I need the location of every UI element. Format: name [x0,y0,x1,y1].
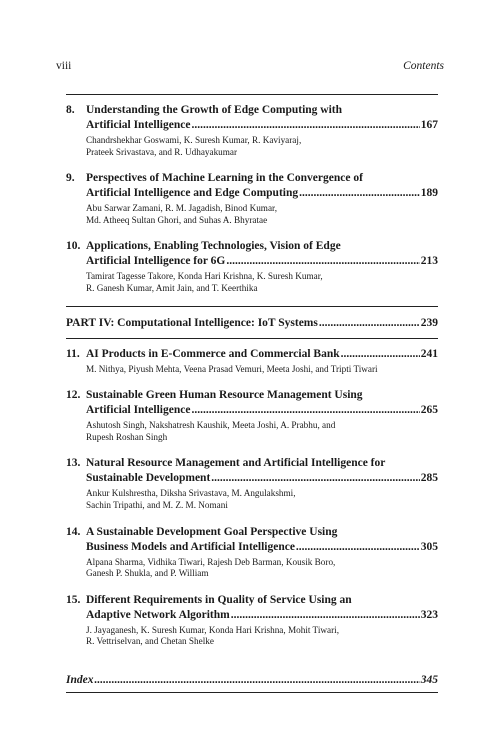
dot-leader [299,186,420,201]
toc-entry-part-4[interactable] [66,307,438,338]
dot-leader [231,608,420,623]
dot-leader [94,673,419,688]
toc-entry-chapter-14[interactable] [66,517,438,585]
dot-leader [191,118,419,133]
chapter-title-line1: Sustainable Green Human Resource Management Using [86,389,363,402]
chapter-page: 305 [420,540,438,553]
chapter-page: 241 [420,347,438,360]
toc-entry-chapter-9[interactable] [66,163,438,231]
chapter-number: 9. [66,172,75,185]
author-line: Chandrshekhar Goswami, K. Suresh Kumar, R. Kaviyaraj, [86,135,302,145]
chapter-title-line1: Perspectives of Machine Learning in the Convergence of [86,172,363,185]
chapter-page: 265 [420,404,438,417]
chapter-title-line2: Artificial Intelligence [86,119,191,131]
chapter-number: 15. [66,593,81,606]
chapter-page: 285 [420,472,438,485]
dot-leader [296,540,420,555]
chapter-title-line2: Artificial Intelligence and Edge Computing [86,187,299,200]
toc-entry-chapter-13[interactable] [66,448,438,516]
author-line: Abu Sarwar Zamani, R. M. Jagadish, Binod Kumar, [86,203,278,214]
author-line: Ganesh P. Shukla, and P. William [86,568,209,579]
chapter-title-line2: Sustainable Development [86,472,211,485]
chapter-title-line2: Business Models and Artificial Intelligence [86,540,295,553]
chapter-title-leader [86,540,438,555]
dot-leader [341,347,420,362]
chapter-page: 323 [420,608,438,621]
author-line: M. Nithya, Piyush Mehta, Veena Prasad Vemuri, Meeta Joshi, and Tripti Tiwari [86,363,378,374]
chapter-title-line1: A Sustainable Development Goal Perspective Using [86,525,338,538]
index-page: 345 [420,673,438,686]
author-line: Tamirat Tagesse Takore, Konda Hari Krishna, K. Suresh Kumar, [86,271,323,282]
author-line: Prateek Srivastava, and R. Udhayakumar [86,146,238,157]
chapter-title-line1: Natural Resource Management and Artificial Intelligence for [86,457,386,470]
author-line: Ashutosh Singh, Nakshatresh Kaushik, Meeta Joshi, A. Prabhu, and [86,420,336,431]
author-line: Sachin Tripathi, and M. Z. M. Nomani [86,499,228,510]
chapter-title-line2: Artificial Intelligence for 6G [86,255,226,268]
chapter-authors [86,557,438,580]
index-title: Index [66,673,94,686]
part-title: PART IV: Computational Intelligence: IoT Systems [66,316,318,329]
chapter-title-line1: Different Requirements in Quality of Service Using an [86,593,352,606]
dot-leader [319,316,420,331]
chapter-authors [86,364,438,376]
dot-leader [226,254,419,269]
author-line: Md. Atheeq Sultan Ghori, and Suhas A. Bhyratae [86,214,268,225]
chapter-title: AI Products in E-Commerce and Commercial Bank [86,347,340,360]
chapter-authors [86,420,438,443]
running-title: Contents [403,60,444,72]
chapter-number: 14. [66,525,81,538]
chapter-title-leader [86,347,438,362]
toc-entry-chapter-15[interactable] [66,585,438,653]
author-line: Rupesh Roshan Singh [86,431,168,442]
chapter-page: 167 [420,119,438,131]
index-leader [66,673,438,688]
author-line: R. Ganesh Kumar, Amit Jain, and T. Keerthika [86,282,258,293]
running-header [56,60,444,76]
chapter-number: 8. [66,104,75,116]
author-line: R. Vettriselvan, and Chetan Shelke [86,636,214,647]
chapter-title-line1: Understanding the Growth of Edge Computing with [86,104,343,116]
part-leader [66,316,438,331]
author-line: Ankur Kulshrestha, Diksha Srivastava, M. Angulakshmi, [86,488,296,499]
chapter-title-leader [86,403,438,418]
toc-entry-chapter-10[interactable] [66,231,438,299]
chapter-authors [86,203,438,226]
chapter-number: 12. [66,389,81,402]
table-of-contents [66,94,438,693]
chapter-number: 13. [66,457,81,470]
part-page: 239 [420,316,438,329]
chapter-page: 213 [420,255,438,268]
chapter-title-line2: Adaptive Network Algorithm [86,608,230,621]
chapter-title-line1: Applications, Enabling Technologies, Vision of Edge [86,240,341,253]
chapter-title-leader [86,118,438,133]
chapter-authors [86,135,438,158]
chapter-title-leader [86,471,438,486]
author-line: Alpana Sharma, Vidhika Tiwari, Rajesh Deb Barman, Kousik Boro, [86,556,336,567]
toc-entry-chapter-8[interactable] [66,95,438,163]
author-line: J. Jayaganesh, K. Suresh Kumar, Konda Hari Krishna, Mohit Tiwari, [86,624,340,635]
dot-leader [211,471,419,486]
chapter-number: 10. [66,240,81,253]
chapter-title-leader [86,254,438,269]
dot-leader [191,403,419,418]
toc-entry-chapter-11[interactable] [66,339,438,381]
chapter-number: 11. [66,347,80,360]
chapter-title-leader [86,186,438,201]
toc-entry-index[interactable] [66,653,438,692]
chapter-authors [86,625,438,648]
toc-entry-chapter-12[interactable] [66,380,438,448]
bottom-rule [66,692,438,693]
chapter-authors [86,488,438,511]
chapter-authors [86,271,438,294]
chapter-title-line2: Artificial Intelligence [86,404,191,417]
chapter-title-leader [86,608,438,623]
page-number: viii [56,60,72,72]
chapter-page: 189 [420,187,438,200]
